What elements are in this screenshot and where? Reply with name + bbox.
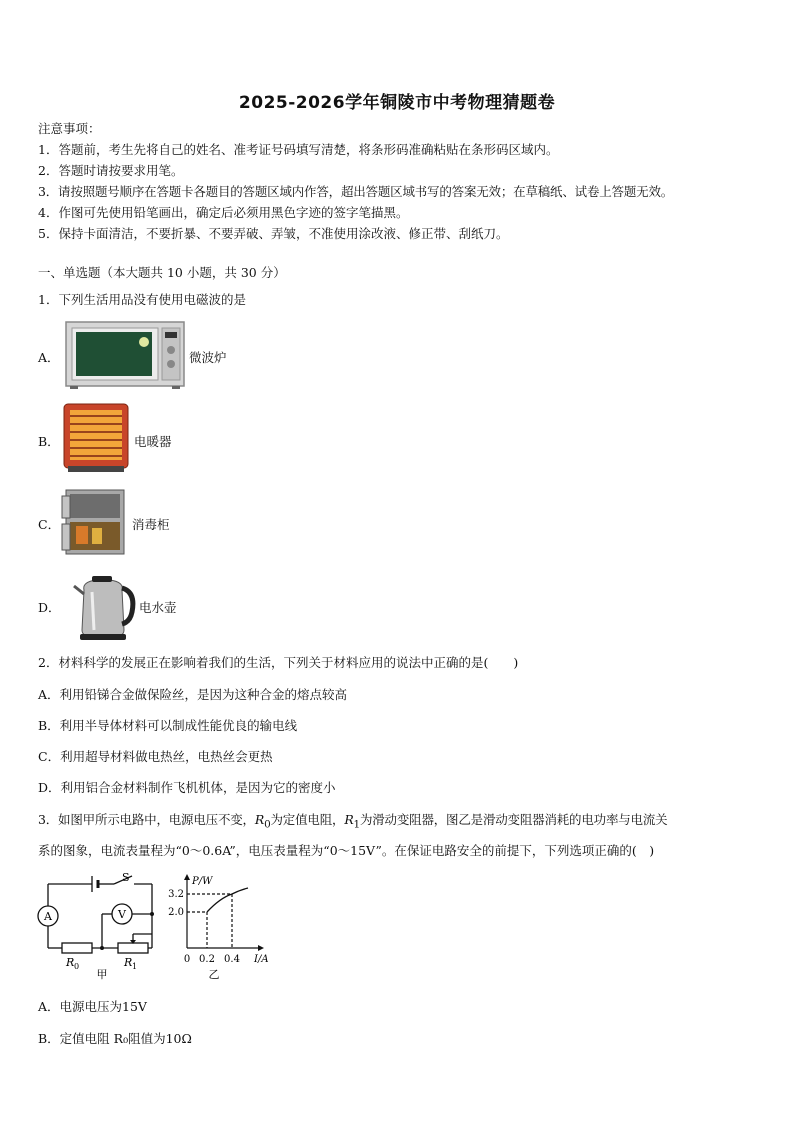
notice-item: 2．答题时请按要求用笔。 xyxy=(38,163,184,178)
option-b-label: B． xyxy=(38,434,60,449)
x-tick-0-4: 0.4 xyxy=(224,954,240,965)
x-axis-label: I/A xyxy=(254,954,269,965)
ammeter-label: A xyxy=(44,910,52,923)
option-d-text: 电水壶 xyxy=(139,600,177,615)
y-tick-2-0: 2.0 xyxy=(168,907,184,918)
q2-option-c: C．利用超导材料做电热丝，电热丝会更热 xyxy=(38,749,273,764)
option-a-label: A． xyxy=(38,350,60,365)
question-3-stem-line2: 系的图象，电流表量程为“0～0.6A”，电压表量程为“0～15V”。在保证电路安全的前提下，下列选项正确的( ) xyxy=(38,843,655,858)
r1-sub: 1 xyxy=(132,962,138,971)
x-tick-0: 0 xyxy=(183,954,191,965)
y-axis-label: P/W xyxy=(192,876,213,887)
figure-caption-yi: 乙 xyxy=(208,968,220,981)
option-c-label: C． xyxy=(38,517,61,532)
voltmeter-label: V xyxy=(118,908,126,921)
option-d-label: D． xyxy=(38,600,61,615)
kettle-image xyxy=(70,572,136,642)
notice-heading: 注意事项： xyxy=(38,121,101,136)
q3-option-a: A．电源电压为15V xyxy=(38,999,147,1014)
disinfection-cabinet-image xyxy=(62,488,130,558)
notice-item: 4．作图可先使用铅笔画出，确定后必须用黑色字迹的签字笔描黑。 xyxy=(38,205,409,220)
option-b-text: 电暖器 xyxy=(134,434,172,449)
power-current-graph xyxy=(170,872,280,980)
r0-sub: 0 xyxy=(74,962,80,971)
heater-image xyxy=(60,402,132,474)
r1-label: R xyxy=(124,956,133,969)
section-heading: 一、单选题（本大题共 10 小题，共 30 分） xyxy=(38,265,286,280)
option-a-text: 微波炉 xyxy=(189,350,227,365)
x-tick-0-2: 0.2 xyxy=(199,954,215,965)
question-1-stem: 1．下列生活用品没有使用电磁波的是 xyxy=(38,292,246,307)
notice-item: 5．保持卡面清洁，不要折暴、不要弄破、弄皱，不准使用涂改液、修正带、刮纸刀。 xyxy=(38,226,509,241)
question-2-stem: 2．材料科学的发展正在影响着我们的生活，下列关于材料应用的说法中正确的是( ) xyxy=(38,655,519,670)
notice-item: 1．答题前，考生先将自己的姓名、准考证号码填写清楚，将条形码准确粘贴在条形码区域内。 xyxy=(38,142,559,157)
q2-option-d: D．利用铝合金材料制作飞机机体，是因为它的密度小 xyxy=(38,780,336,795)
switch-label: S xyxy=(122,871,130,884)
microwave-image xyxy=(64,320,186,390)
notice-item: 3．请按照题号顺序在答题卡各题目的答题区域内作答，超出答题区域书写的答案无效；在草稿纸、试卷上答题无效。 xyxy=(38,184,674,199)
option-c-text: 消毒柜 xyxy=(132,517,170,532)
question-3-stem: 3．如图甲所示电路中，电源电压不变，$R_0$为定值电阻，$R_1$为滑动变阻器，图乙是滑动变阻器消耗的电功率与电流关 xyxy=(38,812,668,831)
q3-option-b: B．定值电阻 R₀阻值为10Ω xyxy=(38,1031,192,1046)
q2-option-a: A．利用铅锑合金做保险丝，是因为这种合金的熔点较高 xyxy=(38,687,348,702)
q2-option-b: B．利用半导体材料可以制成性能优良的输电线 xyxy=(38,718,298,733)
circuit-diagram xyxy=(38,872,168,980)
y-tick-3-2: 3.2 xyxy=(168,889,184,900)
r0-label: R xyxy=(66,956,75,969)
figure-caption-jia: 甲 xyxy=(96,968,108,981)
page-title: 2025-2026学年铜陵市中考物理猜题卷 xyxy=(238,93,556,113)
